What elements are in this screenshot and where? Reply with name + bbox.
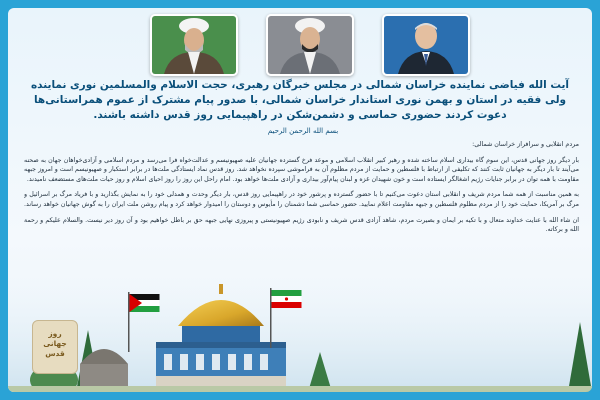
dome-of-the-rock-image bbox=[8, 282, 592, 392]
poster-card bbox=[8, 8, 592, 392]
body-paragraph: مردم انقلابی و سرافراز خراسان شمالی: bbox=[472, 141, 579, 148]
logo-text-line: جهانی bbox=[43, 339, 67, 348]
portrait-image bbox=[152, 16, 236, 74]
bismillah-line: بسم الله الرحمن الرحیم bbox=[267, 127, 339, 135]
portrait-image bbox=[268, 16, 352, 74]
portrait-image bbox=[384, 16, 468, 74]
portrait-photo-center bbox=[266, 14, 354, 76]
al-aqsa-illustration bbox=[8, 282, 592, 392]
portrait-photo-right bbox=[382, 14, 470, 76]
portrait-row bbox=[128, 14, 488, 76]
palestine-flag bbox=[130, 294, 160, 312]
quds-day-logo bbox=[32, 320, 78, 374]
logo-text-line: قدس bbox=[45, 349, 65, 358]
body-paragraph: بار دیگر روز جهانی قدس، این سوم گاه بیداری اسلام ساخته شده و رهبر کبیر انقلاب اسلامی و موعد فرخ گسترده جهانیان علیه صهیونیسم و عدالت‌خواه فرا می‌رسد و مردم اسلامی و آزادی‌خواهان جهان به صحنه می‌آیند تا بار دیگر به جهانیان ثابت کنند که تکلیفی از ارتباط با فلسطین و حمایت از مردم مظلوم آن به فراموشی سپرده نخواهد شد. روز قدس نماد ایستادگی ملت‌ها در برابر استکبار و صهیونیسم است و امروز جبهه مقاومت با همه توان در برابر جنایات رژیم اشغالگر ایستاده است و خون شهیدان غزه و لبنان پیام‌آور بیداری و آزادی ملت‌ها خواهد بود. امام راحل این روز را روز احیای اسلام و روز حیات ملت‌های مستضعف نامیدند. bbox=[24, 156, 579, 183]
body-paragraph: ان شاء الله با عنایت خداوند متعال و با تکیه بر ایمان و بصیرت مردم، شاهد آزادی قدس شریف و نابودی رژیم صهیونیستی و پیروزی نهایی جبهه حق بر باطل خواهیم بود و آن روز دیر نیست. والسلام علیکم و رحمة الله و برکاته. bbox=[24, 216, 579, 234]
headline: آیت الله فیاضی نماینده خراسان شمالی در مجلس خبرگان رهبری، حجت الاسلام والمسلمین نوری نماینده ولی فقیه در استان و بهمن نوری استاندار خراسان شمالی، با صدور پیام مشترک از عموم همراستانی‌ها دعوت کردند حضوری حماسی و دشمن‌شکن در راهپیمایی روز قدس داشته باشند. bbox=[30, 79, 570, 121]
portrait-photo-left bbox=[150, 14, 238, 76]
body-paragraph: به همین مناسبت از همه شما مردم شریف و انقلابی استان دعوت می‌کنیم تا با حضور گسترده و پرشور خود در راهپیمایی روز قدس، بار دیگر وحدت و همدلی خود را به نمایش بگذارید و با فریاد مرگ بر اسرائیل و مرگ بر آمریکا، حمایت خود را از مردم مظلوم فلسطین و جبهه مقاومت اعلام نمایید. حضور حماسی شما دشمنان را مأیوس و دوستان را امیدوار خواهد کرد و پیام روشن ملت ایران را به گوش جهانیان خواهد رساند. bbox=[24, 191, 579, 208]
iran-flag bbox=[272, 290, 302, 308]
logo-text-line: روز bbox=[48, 329, 62, 338]
